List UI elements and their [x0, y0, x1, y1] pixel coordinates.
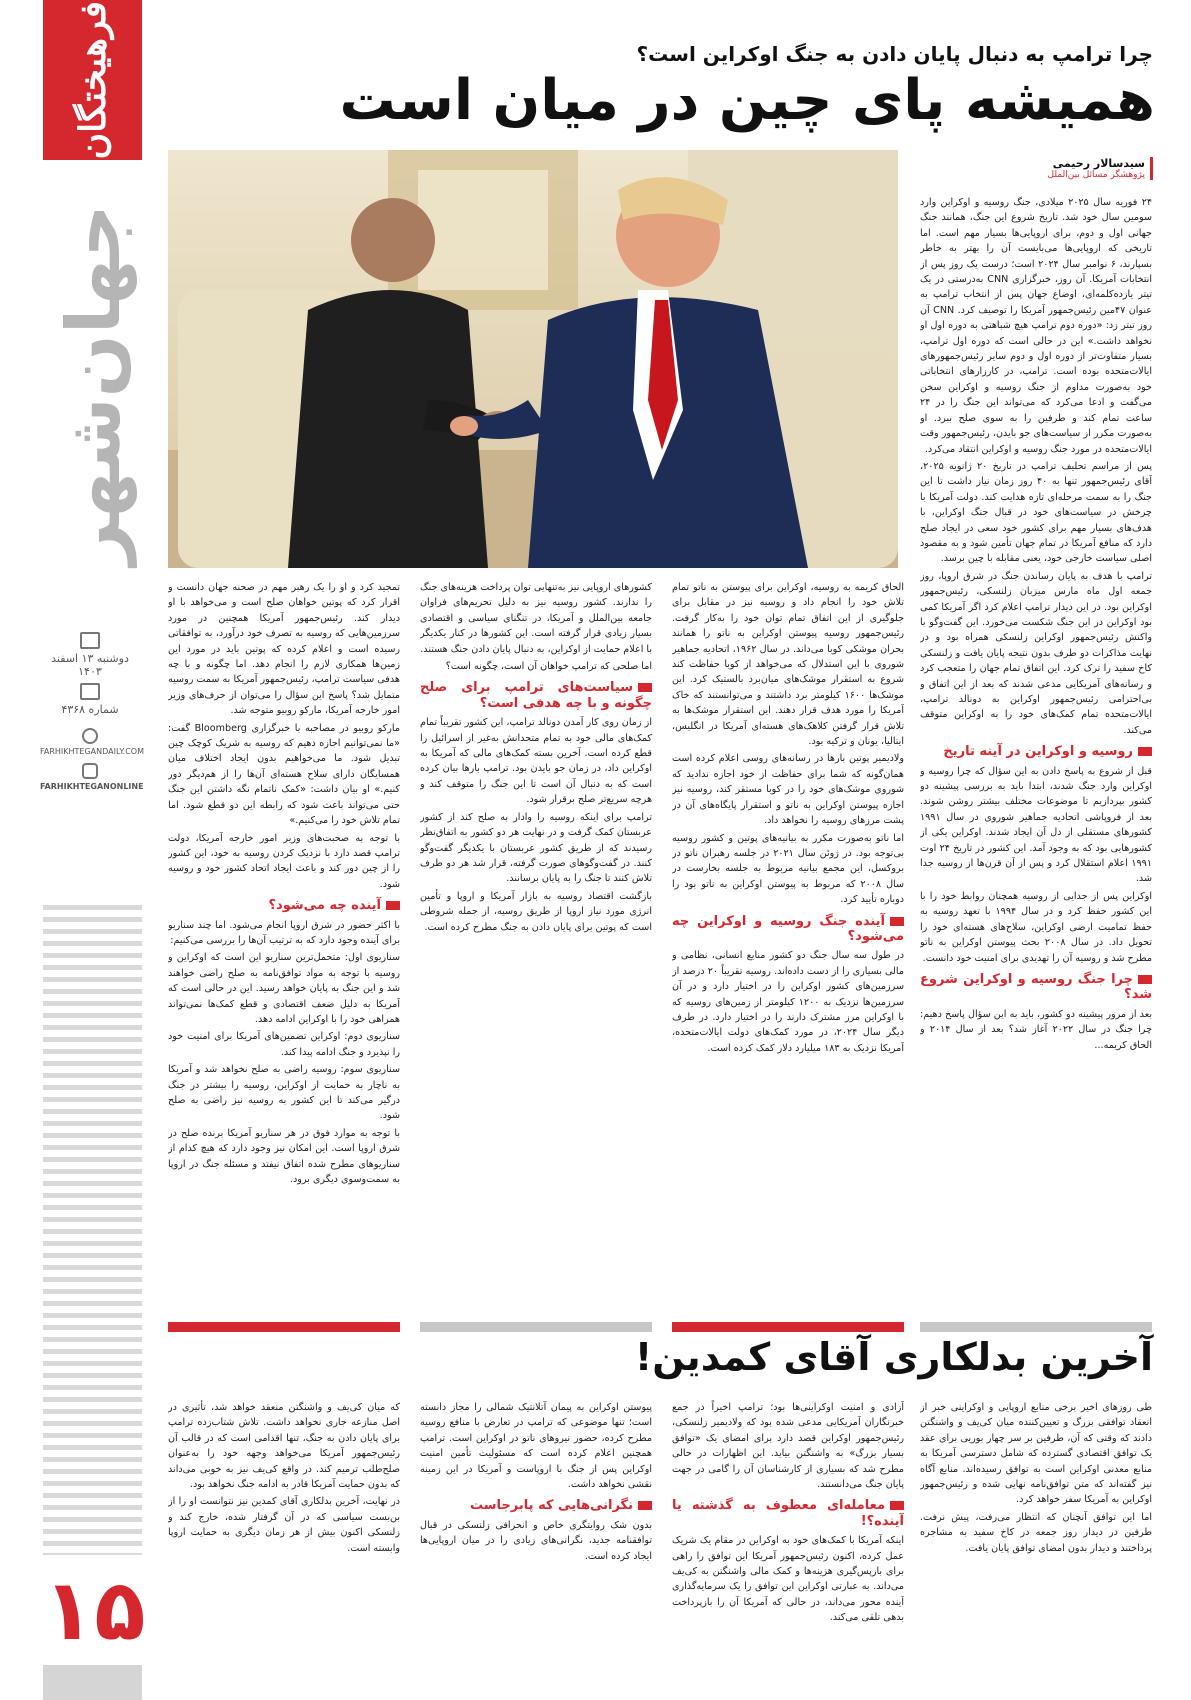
paragraph: الحاق کریمه به روسیه، اوکراین برای پیوستن به ناتو تمام تلاش خود را انجام داد و روسیه نیز در مقابل برای جلوگیری از این اتفاق تمام توان خود را به‌کار گرفت. رئیس‌جمهور روسیه پیوستن اوکراین به ناتو را همانند بحران موشکی کوبا می‌داند. در سال ۱۹۶۲، اتحادیه جماهیر شوروی با این استدلال که می‌خواهد از کوبا حفاظت کند شروع به استقرار موشک‌های میان‌برد بالستیک کرد. این موشک‌ها ۱۶۰۰ کیلومتر برد داشتند و می‌توانستند که خاک آمریکا را مورد هدف قرار دهند. این استقرار موشک‌ها به تلاش قرار گرفتن کلاهک‌های هسته‌ای آمریکا در انگلیس، ایتالیا، یونان و ترکیه بود. [672, 582, 904, 748]
issue-date [40, 632, 140, 678]
paragraph: اوکراین پس از جدایی از روسیه همچنان روابط خود را با این کشور حفظ کرد و در سال ۱۹۹۴ با تعهد روسیه به حفظ تمامیت ارضی اوکراین، سلاح‌های هسته‌ای خود را تحویل داد. در سال ۲۰۰۸ بحث پیوستن اوکراین به ناتو مطرح شد و روسیه آن را تهدیدی برای امنیت خود دانست. [920, 890, 1152, 964]
article-headline: همیشه پای چین در میان است [339, 68, 1155, 133]
newspaper-icon [80, 683, 100, 700]
divider-bar [672, 1322, 904, 1332]
byline [945, 157, 1153, 180]
article1-column-3 [420, 580, 652, 1315]
paragraph: در نهایت، آخرین بدلکاری آقای کمدین نیز نتوانست او را از بن‌بست سیاسی که در آن گرفتار شده، خارج کند و زلنسکی اکنون بیش از هر زمان دیگری به حمایت اروپا وابسته است. [168, 1496, 400, 1554]
article1-column-4 [168, 580, 400, 1315]
issue-date-text: دوشنبه ۱۳ اسفند ۱۴۰۳ [51, 652, 129, 678]
paragraph: ۲۴ فوریه سال ۲۰۲۵ میلادی، جنگ روسیه و اوکراین وارد سومین سال خود شد. تاریخ شروع این جنگ، همانند جنگ جهانی اول و دوم، برای اروپایی‌ها بسیار مهم است. اما تاریخی که اروپایی‌ها می‌بایست آن را بهتر به خاطر بسپارند، ۶ نوامبر سال ۲۰۲۴ است؛ درست یک روز پس از انتخابات آمریکا. آن روز، خبرگزاری CNN به‌درستی در یک تیتر یازده‌کلمه‌ای، اوضاع جهان پس از انتخاب ترامپ به عنوان ۴۷مین رئیس‌جمهور آمریکا را توصیف کرد. CNN آن روز تیتر زد: «دوره دوم ترامپ هیچ شباهتی به دوره اول او نخواهد داشت.» این در حالی است که دوره اول ترامپ، بسیار متفاوت‌تر از دوره اول و دوم سایر رئیس‌جمهورهای ایالات‌متحده بوده است. ترامپ، در کارزارهای انتخاباتی خود به‌صورت مداوم از جنگ روسیه و اوکراین سخن می‌گفت و ادعا می‌کرد که می‌تواند این جنگ را در ۲۴ ساعت تمام کند و طرفین را به سوی صلح ببرد. او به‌صورت مکرر از سیاست‌های جو بایدن، رئیس‌جمهور وقت ایالات‌متحده در مورد جنگ روسیه و اوکراین انتقاد می‌کرد. [920, 197, 1152, 455]
paragraph: قبل از شروع به پاسخ دادن به این سؤال که چرا روسیه و اوکراین وارد جنگ شدند، ابتدا باید به بررسی پیشینه دو کشور بپردازیم تا موضوعات مختلف بیشتر روشن شوند. بعد از فروپاشی اتحادیه جماهیر شوروی در سال ۱۹۹۱ کشورهای مستقلی از دل آن ایجاد شدند. اوکراین یکی از کشورهایی بود که به وجود آمد. این کشور در تاریخ ۲۴ اوت ۱۹۹۱ اعلام استقلال کرد و پس از آن قرن‌ها از روسیه جدا شد. [920, 765, 1152, 885]
social-icon [82, 763, 98, 779]
social-handle-text[interactable]: FARHIKHTEGANONLINE [40, 782, 144, 791]
paragraph: کشورهای اروپایی نیز به‌تنهایی توان پرداخت هزینه‌های جنگ را ندارند. کشور روسیه نیز به دلیل تحریم‌های فراوان جامعه بین‌الملل و آمریکا، در تنگنای سیاسی و اقتصادی بسیار زیادی قرار گرفته است. این کشورها در کنار یکدیگر با اعلام حمایت از اوکراین، به دنبال پایان دادن جنگ هستند. [420, 582, 652, 655]
subheading: چرا جنگ روسیه و اوکراین شروع شد؟ [920, 971, 1152, 1003]
brand-logo [43, 0, 142, 160]
article-kicker: چرا ترامپ به دنبال پایان دادن به جنگ اوکراین است؟ [636, 42, 1153, 66]
paragraph: سناریوی دوم: اوکراین تضمین‌های آمریکا برای امنیت خود را نپذیرد و جنگ ادامه پیدا کند. [168, 1031, 400, 1058]
subheading: آینده چه می‌شود؟ [168, 898, 400, 913]
subheading: سیاست‌های ترامپ برای صلح چگونه و با چه هدفی است؟ [420, 680, 652, 711]
website[interactable] [40, 728, 144, 756]
subheading: آینده جنگ روسیه و اوکراین چه می‌شود؟ [672, 913, 904, 944]
divider-bar [920, 1322, 1152, 1332]
author-role: پژوهشگر مسائل بین‌الملل [1047, 170, 1145, 180]
paragraph: بازگشت اقتصاد روسیه به بازار آمریکا و اروپا و تأمین انرژی مورد نیاز اروپا از طریق روسیه، از جمله شروطی است که پوتین برای پایان دادن به جنگ مطرح کرده است. [420, 890, 652, 933]
paragraph: اما صلحی که ترامپ خواهان آن است، چگونه است؟ [445, 661, 652, 673]
paragraph: بعد از مرور پیشینه دو کشور، باید به این سؤال پاسخ دهیم: چرا جنگ در سال ۲۰۲۲ آغاز شد؟ بعد از سال ۲۰۱۴ و الحاق کریمه... [920, 1008, 1152, 1051]
social-handle[interactable] [40, 763, 144, 791]
news-photo [168, 150, 898, 568]
paragraph: اینکه آمریکا با کمک‌های خود به اوکراین در مقام یک شریک عمل کرده، اکنون رئیس‌جمهور آمریکا این توافق را راهی برای بازپس‌گیری هزینه‌ها و کمک مالی واشنگتن به کی‌یف می‌داند. به عبارتی اوکراین این توافق را یک سرمایه‌گذاری آینده محور می‌داند، در حالی که آمریکا آن را بازپرداخت بدهی تلقی می‌کند. [672, 1535, 904, 1624]
author-name: سیدسالار رحیمی [1052, 157, 1145, 170]
subheading: روسیه و اوکراین در آینه تاریخ [920, 744, 1152, 759]
paragraph: اما ناتو به‌صورت مکرر به بیانیه‌های پوتین و کشور روسیه بی‌توجه بود. در ژوئن سال ۲۰۲۱ در جلسه رهبران ناتو در بروکسل، این مجمع بیانیه مربوط به جلسه بخارست در سال ۲۰۰۸ که مربوط به پیوستن اوکراین به ناتو بود را دوباره تأیید کرد. [672, 832, 904, 906]
article2-column-2 [672, 1400, 904, 1690]
divider-bar [420, 1322, 652, 1332]
issue-number-text: شماره ۴۳۶۸ [61, 703, 119, 716]
paragraph: با توجه به صحبت‌های وزیر امور خارجه آمریکا، دولت ترامپ قصد دارد با نزدیک کردن روسیه به خود، این کشور را از چین دور کند و باعث ایجاد اتحاد کشور خود و روسیه شود. [168, 832, 400, 890]
globe-icon [82, 728, 98, 744]
paragraph: ترامپ با هدف به پایان رساندن جنگ در شرق اروپا، روز جمعه اول ماه مارس میزبان زلنسکی، رئیس‌جمهور اوکراین بود. در این دیدار ترامپ اعلام کرد اگر آمریکا کمی بود اوکراین در این جنگ شکست می‌خورد. این گفت‌وگو با واکنش رئیس‌جمهور اوکراین زلنسکی همراه بود و در نهایت مذاکرات دو طرف بدون نتیجه پایان یافت و زلنسکی کاخ سفید را ترک کرد. این اتفاق تمام جهان را متعجب کرد و رسانه‌های آمریکایی مدعی شدند که بعد از این اتفاق و بی‌احترامی رئیس‌جمهور اوکراین به دونالد ترامپ، ایالات‌متحده تمام کمک‌های خود را به اوکراین متوقف می‌کند. [920, 570, 1152, 736]
article1-column-2 [672, 580, 904, 1315]
paragraph: ولادیمیر پوتین بارها در رسانه‌های روسی اعلام کرده است همان‌گونه که شما برای حفاظت از خود اجازه ندادید که شوروی موشک‌های خود را در کوبا مستقر کند، روسیه نیز اجازه پیوستن اوکراین به ناتو و استقرار پایگاه‌های آن در پشت مرزهای روسیه را نخواهد داد. [672, 753, 904, 827]
paragraph: سناریوی اول: متحمل‌ترین سناریو این است که اوکراین و روسیه با توجه به مواد توافق‌نامه به صلح راضی خواهند شد و این جنگ به پایان خواهد رسید. این در حالی است که آمریکا به دلیل ضعف اقتصادی و قطع کمک‌ها نمی‌تواند همراهی خود را با اوکراین ادامه دهد. [168, 952, 400, 1025]
article2-headline: آخرین بدلکاری آقای کمدین! [634, 1335, 1153, 1379]
divider-bar [168, 1322, 400, 1332]
paragraph: که میان کی‌یف و واشنگتن منعقد خواهد شد، تأثیری در اصل منازعه جاری نخواهد داشت. تلاش شتاب‌زده ترامپ برای پایان دادن به جنگ، تنها اقدامی است که در قالب آن رئیس‌جمهور آمریکا می‌خواهد وجهه خود را به‌عنوان صلح‌طلب ترمیم کند. در واقع کی‌یف نیز به خوبی می‌داند که بدون حمایت آمریکا قادر به ادامه جنگ نخواهد بود. [168, 1402, 400, 1491]
paragraph: در طول سه سال جنگ دو کشور منابع انسانی، نظامی و مالی بسیاری را از دست داده‌اند. روسیه تقریباً ۲۰ درصد از سرزمین‌های کشور اوکراین را در اختیار دارد و در آن سرزمین‌ها نزدیک به ۱۲۰۰ کیلومتر از زمین‌های روسیه که با اوکراین مرز مشترک دارند را در اختیار دارد. در طرف دیگر سال ۲۰۲۴، در مورد کمک‌های دولت ایالات‌متحده، آمریکا نزدیک به ۱۸۳ میلیارد دلار کمک کرده است. [672, 950, 904, 1054]
paragraph: پس از مراسم تحلیف ترامپ در تاریخ ۲۰ ژانویه ۲۰۲۵، آقای رئیس‌جمهور تنها به ۴۰ روز زمان نیاز داشت تا این جنگ را به سمت مرحله‌ای تازه هدایت کند. دولت آمریکا با چرخش در سیاست‌های خود در قبال جنگ اوکراین، با هدف‌های بسیار مهم برای کشور خود سعی در ایجاد صلح دارد که منافع آمریکا در تمام جهان تأمین شود و به مقصود اصلی سیاست خارجی خود، یعنی مقابله با چین برسد. [920, 460, 1152, 565]
subheading: معامله‌ای معطوف به گذشته یا آینده؟! [672, 1498, 904, 1529]
paragraph: مارکو روبیو در مصاحبه با خبرگزاری Bloomberg گفت: «ما نمی‌توانیم اجازه دهیم که روسیه به شریک کوچک چین تبدیل شود. ما می‌خواهیم بدون ایجاد اختلاف میان همسایگان دارای سلاح هسته‌ای آن‌ها را از هم‌دیگر دور کنیم.» او بیان داشت: «کمک ناتمام نگه داشتن این جنگ حتی می‌تواند باعث شود که رابطه این دو قطع شود. اما تمام تلاش خود را می‌کنیم.» [168, 722, 400, 827]
section-title: جهان‌شهر [51, 204, 137, 566]
paragraph: طی روزهای اخیر برخی منابع اروپایی و اوکراینی خبر از انعقاد توافقی بزرگ و تعیین‌کننده میان کی‌یف و واشنگتن دادند که وقتی که آن، طرفین بر سر چهار بوریی برای عقد یک توافق اقتصادی گسترده که شامل دسترسی آمریکا به منابع معدنی اوکراین است به توافق رسیده‌اند. منابع آگاه نیز گفته‌اند که متن توافق‌نامه نهایی شده و رئیس‌جمهور اوکراین به آمریکا سفر خواهد کرد. [920, 1402, 1152, 1506]
figure-left-head [351, 198, 435, 282]
article1-column-1 [920, 195, 1152, 1315]
website-text[interactable]: FARHIKHTEGANDAILY.COM [40, 747, 144, 756]
paragraph: اما این توافق آنچنان که انتظار می‌رفت، پیش نرفت. طرفین در دیدار روز جمعه در کاخ سفید به مشاجره پرداختند و دیدار بدون امضای توافق پایان یافت. [920, 1511, 1152, 1554]
paragraph: سناریوی سوم: روسیه راضی به صلح نخواهد شد و آمریکا به ناچار به حمایت از اوکراین، روسیه را بیشتر در جنگ درگیر می‌کند تا این کشور به روسیه نیز راضی به صلح شود. [168, 1064, 400, 1122]
subheading: نگرانی‌هایی که پابرجاست [420, 1498, 652, 1513]
article2-column-4 [168, 1400, 400, 1690]
paragraph: بدون شک روایتگری خاص و انحرافی زلنسکی در قبال توافقنامه جدید، نگرانی‌های زیادی را در میان اروپایی‌ها ایجاد کرده است. [420, 1519, 652, 1562]
issue-number [40, 683, 140, 716]
oval-office-illustration [168, 150, 898, 568]
paragraph: آزادی و امنیت اوکراینی‌ها بود؛ ترامپ اخیراً در جمع خبرنگاران آمریکایی مدعی شده بود که ولادیمیر زلنسکی، رئیس‌جمهور اوکراین قصد دارد برای امضای یک «توافق بسیار بزرگ» به واشنگتن بیاید. این اظهارات در حالی مطرح شد که بسیاری از کارشناسان آن را گامی در جهت پایان جنگ می‌دانستند. [672, 1402, 904, 1491]
paragraph: از زمان روی کار آمدن دونالد ترامپ، این کشور تقریباً تمام کمک‌های مالی خود به تمام متحدانش به‌غیر از اسرائیل را قطع کرده است. آخرین بسته کمک‌های مالی که آمریکا به اوکراین داد، در زمان جو بایدن بود. ترامپ بارها بیان کرده است که به دنبال آن است تا این جنگ را متوقف کند و هرچه سریع‌تر صلح برقرار شود. [420, 717, 652, 806]
paragraph: تمجید کرد و او را یک رهبر مهم در صحنه جهان دانست و اقرار کرد که پوتین خواهان صلح است و می‌خواهد با او دیدار کند. رئیس‌جمهور آمریکا همچنین در مورد سرزمین‌هایی که روسیه به تصرف خود درآورد، به توافقاتی رسیده است و اعلام کرده که پوتین باید در مورد این زمین‌ها همکاری لازم را انجام دهد. اما چگونه و با چه هدفی سیاست ترامپ، رئیس‌جمهور آمریکا به سمت روسیه متمایل شد؟ پاسخ این سؤال را می‌توان از حرف‌های وزیر امور خارجه آمریکا، مارکو روبیو متوجه شد. [168, 582, 400, 717]
brand-name: فرهیختگان [71, 0, 114, 160]
article2-column-3 [420, 1400, 652, 1690]
paragraph: با توجه به موارد فوق در هر سناریو آمریکا برنده صلح در شرق اروپا است. این امکان نیز وجود دارد که هیچ کدام از سناریوهای مطرح شده اتفاق نیفتد و مسئله جنگ در اروپا به سمت‌وسوی دیگری برود. [168, 1127, 400, 1186]
paragraph: با اکثر حضور در شرق اروپا انجام می‌شود. اما چند سناریو برای آینده وجود دارد که به ترتیب آن‌ها را بررسی می‌کنیم: [168, 919, 400, 946]
article2-column-1 [920, 1400, 1152, 1690]
paragraph: پیوستن اوکراین به پیمان آتلانتیک شمالی را مجاز دانسته است؛ تنها موضوعی که ترامپ در تعارض با منافع روسیه مطرح کرده، حضور نیروهای ناتو در اوکراین است. ترامپ همچنین اعلام کرده است که مسئولیت تأمین امنیت اوکراین پس از جنگ با اروپاست و آمریکا در این زمینه نقشی نخواهد داشت. [420, 1402, 652, 1491]
page-number: ۱۵ [43, 1561, 146, 1659]
page-number-bar [43, 1665, 142, 1700]
paragraph: ترامپ برای اینکه روسیه را وادار به صلح کند از کشور عربستان کمک گرفت و در نهایت هر دو کشور به اتفاق‌نظر رسیدند که از طریق کشور عربستان با یکدیگر گفت‌وگو کنند. در گفت‌وگوهای صورت گرفته، قرار شد هر دو طرف تلاش کنند تا جنگ را به پایان برسانند. [420, 811, 652, 885]
calendar-icon [80, 632, 100, 649]
